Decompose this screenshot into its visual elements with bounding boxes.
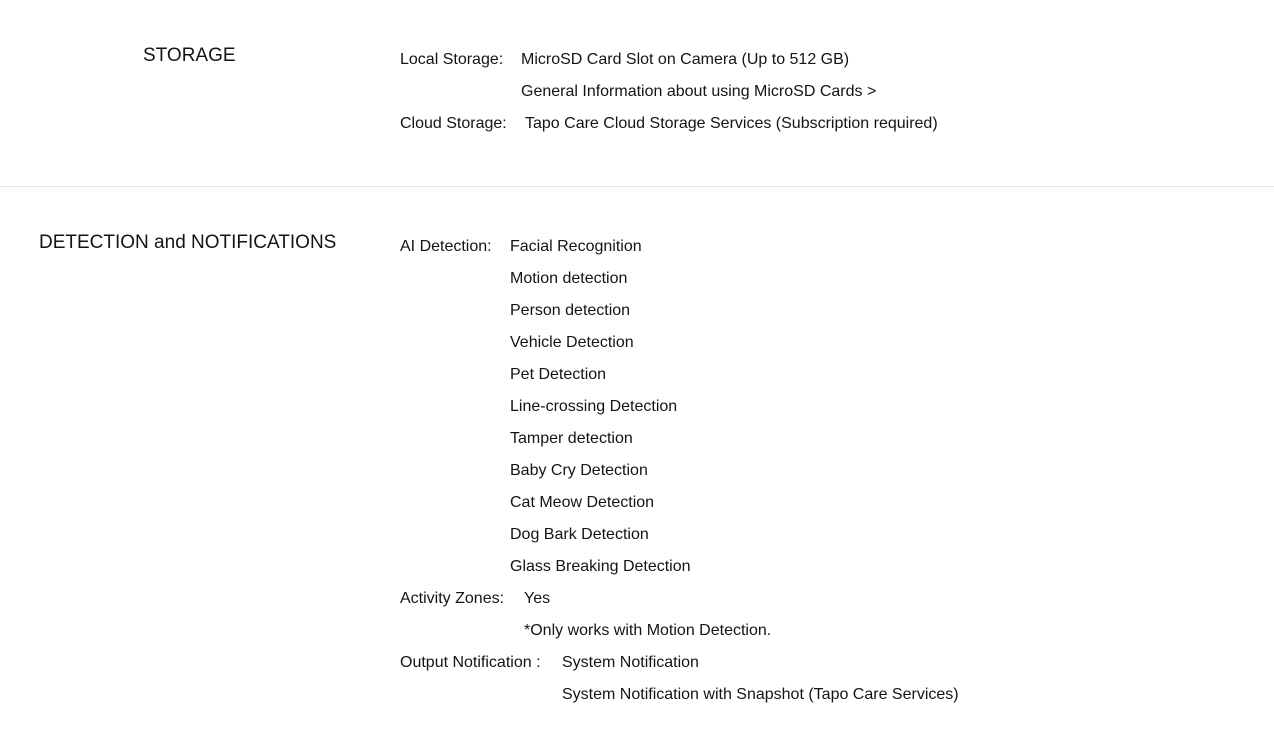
ai-detection-item: Baby Cry Detection	[510, 462, 648, 479]
spec-row-cloud-storage	[400, 108, 938, 140]
ai-detection-item: Dog Bark Detection	[510, 526, 649, 543]
ai-detection-label: AI Detection:	[400, 238, 492, 255]
cloud-storage-label: Cloud Storage:	[400, 115, 507, 132]
microsd-info-link[interactable]: General Information about using MicroSD Cards >	[521, 83, 877, 100]
ai-detection-item: Line-crossing Detection	[510, 398, 678, 415]
ai-detection-item: Facial Recognition	[510, 238, 642, 255]
output-notification-label: Output Notification :	[400, 654, 541, 671]
local-storage-values	[521, 44, 876, 108]
output-notification-item: System Notification with Snapshot (Tapo Care Services)	[562, 686, 959, 703]
storage-spec-list	[400, 44, 938, 140]
activity-zones-value: Yes	[524, 590, 551, 607]
storage-section	[0, 0, 1274, 186]
spec-row-ai-detection	[400, 231, 959, 583]
cloud-storage-values	[525, 108, 938, 140]
ai-detection-item: Vehicle Detection	[510, 334, 634, 351]
activity-zones-note: *Only works with Motion Detection.	[524, 622, 772, 639]
detection-section	[0, 186, 1274, 755]
ai-detection-item: Glass Breaking Detection	[510, 558, 691, 575]
output-notification-values	[562, 647, 959, 711]
ai-detection-item: Motion detection	[510, 270, 628, 287]
spec-row-local-storage	[400, 44, 938, 108]
storage-section-title: STORAGE	[143, 45, 236, 66]
ai-detection-item: Tamper detection	[510, 430, 633, 447]
ai-detection-item: Person detection	[510, 302, 631, 319]
local-storage-label: Local Storage:	[400, 51, 504, 68]
activity-zones-label: Activity Zones:	[400, 590, 505, 607]
ai-detection-item: Cat Meow Detection	[510, 494, 655, 511]
local-storage-value: MicroSD Card Slot on Camera (Up to 512 GB)	[521, 51, 850, 68]
spec-row-output-notification	[400, 647, 959, 711]
activity-zones-values	[524, 583, 771, 647]
cloud-storage-value: Tapo Care Cloud Storage Services (Subscription required)	[525, 115, 938, 132]
detection-spec-list	[400, 231, 959, 711]
detection-section-title: DETECTION and NOTIFICATIONS	[39, 232, 337, 253]
output-notification-item: System Notification	[562, 654, 699, 671]
ai-detection-values	[510, 231, 691, 583]
spec-row-activity-zones	[400, 583, 959, 647]
ai-detection-item: Pet Detection	[510, 366, 607, 383]
